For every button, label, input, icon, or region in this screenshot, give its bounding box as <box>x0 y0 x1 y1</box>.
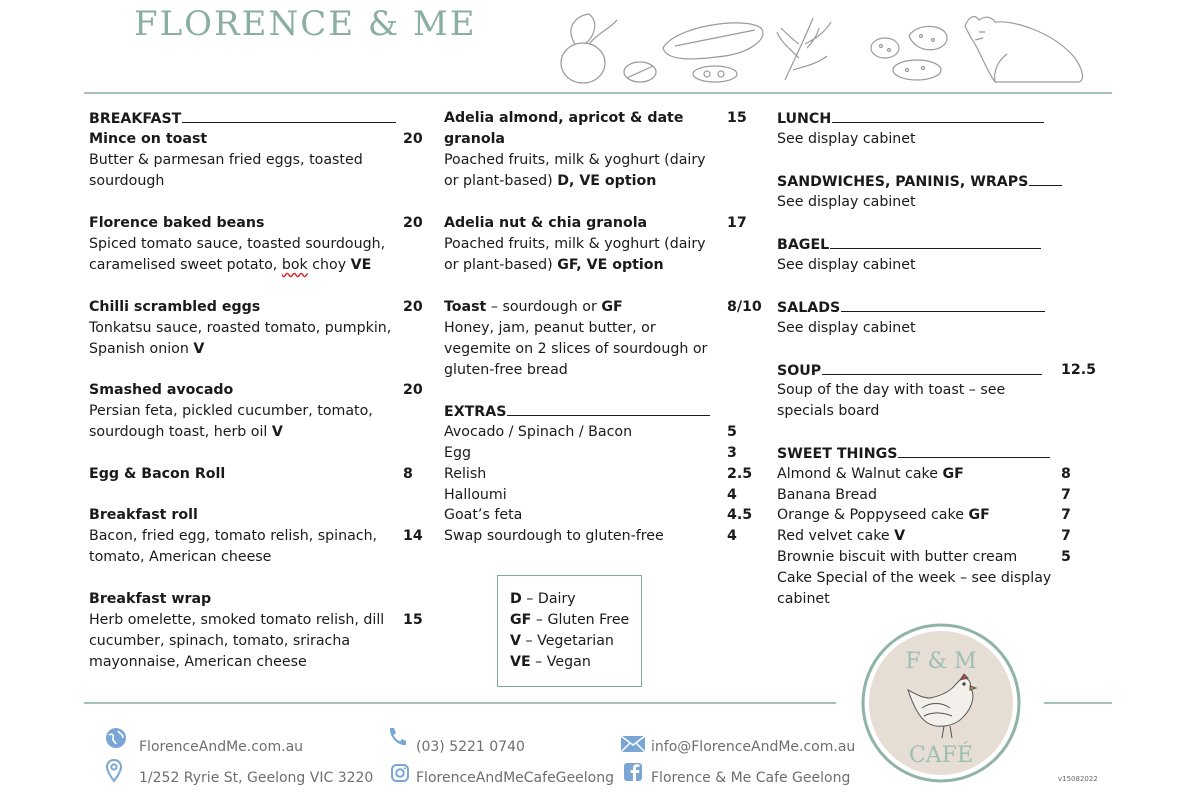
item-desc: Persian feta, pickled cucumber, tomato, <box>89 403 373 419</box>
lunch-header: LUNCH <box>777 111 1044 127</box>
item-desc: Poached fruits, milk & yoghurt (dairy <box>444 236 706 252</box>
item-price: 12.5 <box>1061 362 1097 378</box>
version-label: v15082022 <box>1058 775 1098 783</box>
sweet-item: Almond & Walnut cake GF <box>777 466 964 482</box>
sweet-price: 7 <box>1061 528 1071 544</box>
item-desc: tomato, American cheese <box>89 549 272 565</box>
item-desc: Bacon, fried egg, tomato relish, spinach, <box>89 528 378 544</box>
item-desc: specials board <box>777 403 880 419</box>
vegetable-illustration <box>555 8 1090 86</box>
instagram-handle[interactable]: FlorenceAndMeCafeGeelong <box>416 770 614 786</box>
extra-price: 4.5 <box>727 507 753 523</box>
extra-label: Egg <box>444 445 471 461</box>
extra-label: Swap sourdough to gluten-free <box>444 528 664 544</box>
footer-rule-right <box>1044 702 1112 704</box>
item-desc: See display cabinet <box>777 131 916 147</box>
sweet-item: Red velvet cake V <box>777 528 906 544</box>
item-name: Breakfast roll <box>89 507 198 523</box>
instagram-icon <box>390 763 410 783</box>
legend-item: GF – Gluten Free <box>510 612 630 628</box>
item-desc: or plant-based) GF, VE option <box>444 257 664 273</box>
bagel-header: BAGEL <box>777 237 1041 253</box>
item-name: Toast – sourdough or GF <box>444 299 623 315</box>
brand-title: FLORENCE & ME <box>134 4 477 44</box>
sweet-price: 7 <box>1061 507 1071 523</box>
item-price: 17 <box>727 215 747 231</box>
item-desc: cucumber, spinach, tomato, sriracha <box>89 633 351 649</box>
item-desc: Soup of the day with toast – see <box>777 382 1006 398</box>
phone-icon <box>386 726 408 748</box>
item-price: 15 <box>403 612 423 628</box>
breakfast-header: BREAKFAST <box>89 111 396 127</box>
item-name: granola <box>444 131 506 147</box>
email-icon <box>620 735 646 753</box>
item-name: Chilli scrambled eggs <box>89 299 261 315</box>
soup-header: SOUP <box>777 363 1042 379</box>
item-price: 20 <box>403 215 423 231</box>
item-desc: Butter & parmesan fried eggs, toasted <box>89 152 363 168</box>
item-name: Egg & Bacon Roll <box>89 466 226 482</box>
sweet-price: 8 <box>1061 466 1071 482</box>
item-name: Adelia almond, apricot & date <box>444 110 684 126</box>
sweet-item: Orange & Poppyseed cake GF <box>777 507 990 523</box>
extra-label: Halloumi <box>444 487 507 503</box>
item-price: 20 <box>403 382 423 398</box>
cafe-logo <box>860 622 1022 784</box>
item-desc: Poached fruits, milk & yoghurt (dairy <box>444 152 706 168</box>
item-desc: gluten-free bread <box>444 362 568 378</box>
item-name: Mince on toast <box>89 131 208 147</box>
legend-item: V – Vegetarian <box>510 633 614 649</box>
item-price: 8 <box>403 466 413 482</box>
item-name: Florence baked beans <box>89 215 265 231</box>
item-desc: sourdough toast, herb oil V <box>89 424 283 440</box>
extra-price: 3 <box>727 445 737 461</box>
extra-label: Goat’s feta <box>444 507 523 523</box>
item-price: 15 <box>727 110 747 126</box>
item-price: 8/10 <box>727 299 762 315</box>
item-desc: Tonkatsu sauce, roasted tomato, pumpkin, <box>89 320 392 336</box>
item-desc: Spanish onion V <box>89 341 205 357</box>
salads-header: SALADS <box>777 300 1045 316</box>
extra-price: 4 <box>727 528 737 544</box>
extra-label: Avocado / Spinach / Bacon <box>444 424 633 440</box>
extra-price: 2.5 <box>727 466 753 482</box>
dietary-legend <box>497 575 642 687</box>
item-desc: or plant-based) D, VE option <box>444 173 657 189</box>
item-price: 14 <box>403 528 423 544</box>
legend-item: D – Dairy <box>510 591 576 607</box>
sweet-price: 7 <box>1061 487 1071 503</box>
address-text: 1/252 Ryrie St, Geelong VIC 3220 <box>139 770 374 786</box>
location-pin-icon <box>106 759 122 783</box>
legend-item: VE – Vegan <box>510 654 591 670</box>
item-name: Breakfast wrap <box>89 591 212 607</box>
logo-top-text: F & M <box>905 649 977 674</box>
item-name: Smashed avocado <box>89 382 234 398</box>
sweet-price: 5 <box>1061 549 1071 565</box>
sweet-special: cabinet <box>777 591 830 607</box>
extras-header: EXTRAS <box>444 404 710 420</box>
facebook-page[interactable]: Florence & Me Cafe Geelong <box>651 770 851 786</box>
item-price: 20 <box>403 131 423 147</box>
item-desc: See display cabinet <box>777 194 916 210</box>
item-desc: caramelised sweet potato, bok choy VE <box>89 257 372 273</box>
extra-label: Relish <box>444 466 487 482</box>
header-rule <box>84 92 1112 94</box>
extra-price: 4 <box>727 487 737 503</box>
item-desc: Spiced tomato sauce, toasted sourdough, <box>89 236 386 252</box>
phone-number[interactable]: (03) 5221 0740 <box>416 739 525 755</box>
sweet-special: Cake Special of the week – see display <box>777 570 1052 586</box>
item-desc: See display cabinet <box>777 257 916 273</box>
sweet-item: Banana Bread <box>777 487 877 503</box>
globe-icon <box>104 726 128 750</box>
facebook-icon <box>623 762 643 782</box>
item-desc: See display cabinet <box>777 320 916 336</box>
item-desc: Honey, jam, peanut butter, or <box>444 320 656 336</box>
item-price: 20 <box>403 299 423 315</box>
sweet-item: Brownie biscuit with butter cream <box>777 549 1018 565</box>
website-link[interactable]: FlorenceAndMe.com.au <box>139 739 304 755</box>
extra-price: 5 <box>727 424 737 440</box>
sweet-things-header: SWEET THINGS <box>777 446 1050 462</box>
item-name: Adelia nut & chia granola <box>444 215 648 231</box>
item-desc: sourdough <box>89 173 165 189</box>
footer-rule-left <box>84 702 836 704</box>
email-link[interactable]: info@FlorenceAndMe.com.au <box>651 739 856 755</box>
item-desc: mayonnaise, American cheese <box>89 654 307 670</box>
item-desc: Herb omelette, smoked tomato relish, dill <box>89 612 385 628</box>
logo-bottom-text: CAFÉ <box>908 743 974 768</box>
item-desc: vegemite on 2 slices of sourdough or <box>444 341 708 357</box>
sandwiches-header: SANDWICHES, PANINIS, WRAPS <box>777 174 1062 190</box>
